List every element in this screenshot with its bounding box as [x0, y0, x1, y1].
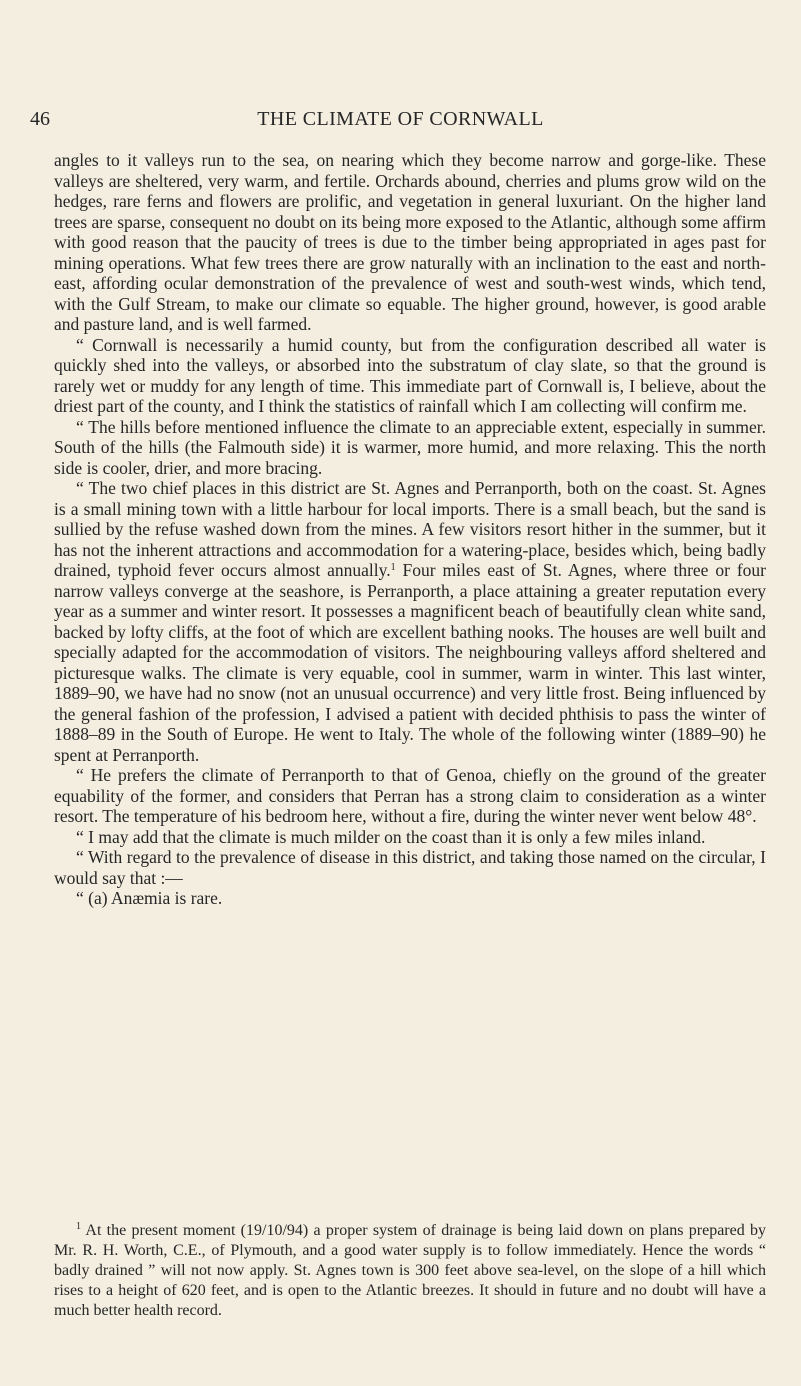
paragraph: “ The hills before mentioned influence the climate to an appreciable extent, especially in summer. South of the hills (the Falmouth side) it is warmer, more humid, and more relaxing. This the north side is cooler, drier, and more bracing.: [54, 416, 766, 478]
footnote: [54, 1221, 766, 1321]
paragraph-text: “ The two chief places in this district are St. Agnes and Perranporth, both on the coast. St. Agnes is a small mining town with a little harbour for local imports. There is a small beach, but the sand is sullied by the refuse washed down from the mines. A few visitors resort hither in the summer, but it has not the inherent attractions and accommodation for a watering-place, besides which, being badly drained, typhoid fever occurs almost annually.: [54, 478, 766, 580]
footnote-reference: 1: [390, 562, 396, 573]
footnote-mark: 1: [76, 1221, 81, 1232]
paragraph: “ I may add that the climate is much milder on the coast than it is only a few miles inland.: [76, 826, 706, 847]
paragraph-text: Four miles east of St. Agnes, where three or four narrow valleys converge at the seashore, is Perranporth, a place attaining a greater reputation every year as a summer and winter resort. It possesses a magnificent beach of beautifully clean white sand, backed by lofty cliffs, at the foot of which are excellent bathing nooks. The houses are well built and specially adapted for the accommodation of visitors. The neighbouring valleys afford sheltered and picturesque walks. The climate is very equable, cool in summer, warm in winter. This last winter, 1889–90, we have had no snow (not an unusual occurrence) and very little frost. Being influenced by the general fashion of the profession, I advised a patient with decided phthisis to pass the winter of 1888–89 in the South of Europe. He went to Italy. The whole of the following winter (1889–90) he spent at Perranporth.: [54, 560, 766, 765]
paragraph: “ With regard to the prevalence of disease in this district, and taking those named on the circular, I would say that :—: [54, 847, 766, 888]
running-title: THE CLIMATE OF CORNWALL: [257, 108, 544, 130]
footnote-body: At the present moment (19/10/94) a proper system of drainage is being laid down on plans prepared by Mr. R. H. Worth, C.E., of Plymouth, and a good water supply is to follow immediately. Hence the words “ badly drained ” will not now apply. St. Agnes town is 300 feet above sea-level, on the slope of a hill which rises to a height of 620 feet, and is open to the Atlantic breezes. It should in future and no doubt will have a much better health record.: [54, 1222, 766, 1319]
paragraph: “ Cornwall is necessarily a humid county, but from the configuration described all water is quickly shed into the valleys, or absorbed into the substratum of clay slate, so that the ground is rarely wet or muddy for any length of time. This immediate part of Cornwall is, I believe, about the driest part of the county, and I think the statistics of rainfall which I am collecting will confirm me.: [54, 334, 766, 416]
footnote-text: [54, 1221, 766, 1321]
body-text: [54, 150, 766, 909]
page-header: [0, 104, 801, 134]
paragraph: “ (a) Anæmia is rare.: [76, 888, 223, 908]
paragraph: “ He prefers the climate of Perranporth to that of Genoa, chiefly on the ground of the greater equability of the former, and considers that Perran has a strong claim to consideration as a winter resort. The temperature of his bedroom here, without a fire, during the winter never went below 48°.: [54, 765, 766, 826]
paragraph: angles to it valleys run to the sea, on nearing which they become narrow and gorge-like. These valleys are sheltered, very warm, and fertile. Orchards abound, cherries and plums grow wild on the hedges, rare ferns and flowers are prolific, and vegetation in general luxuriant. On the higher land trees are sparse, consequent no doubt on its being more exposed to the Atlantic, although some affirm with good reason that the paucity of trees is due to the timber being appropriated in ages past for mining operations. What few trees there are grow naturally with an inclination to the east and north-east, affording ocular demonstration of the prevalence of west and south-west winds, which tend, with the Gulf Stream, to make our climate so equable. The higher ground, however, is good arable and pasture land, and is well farmed.: [54, 150, 766, 334]
paragraph: [54, 478, 766, 765]
page-number: 46: [30, 108, 50, 130]
